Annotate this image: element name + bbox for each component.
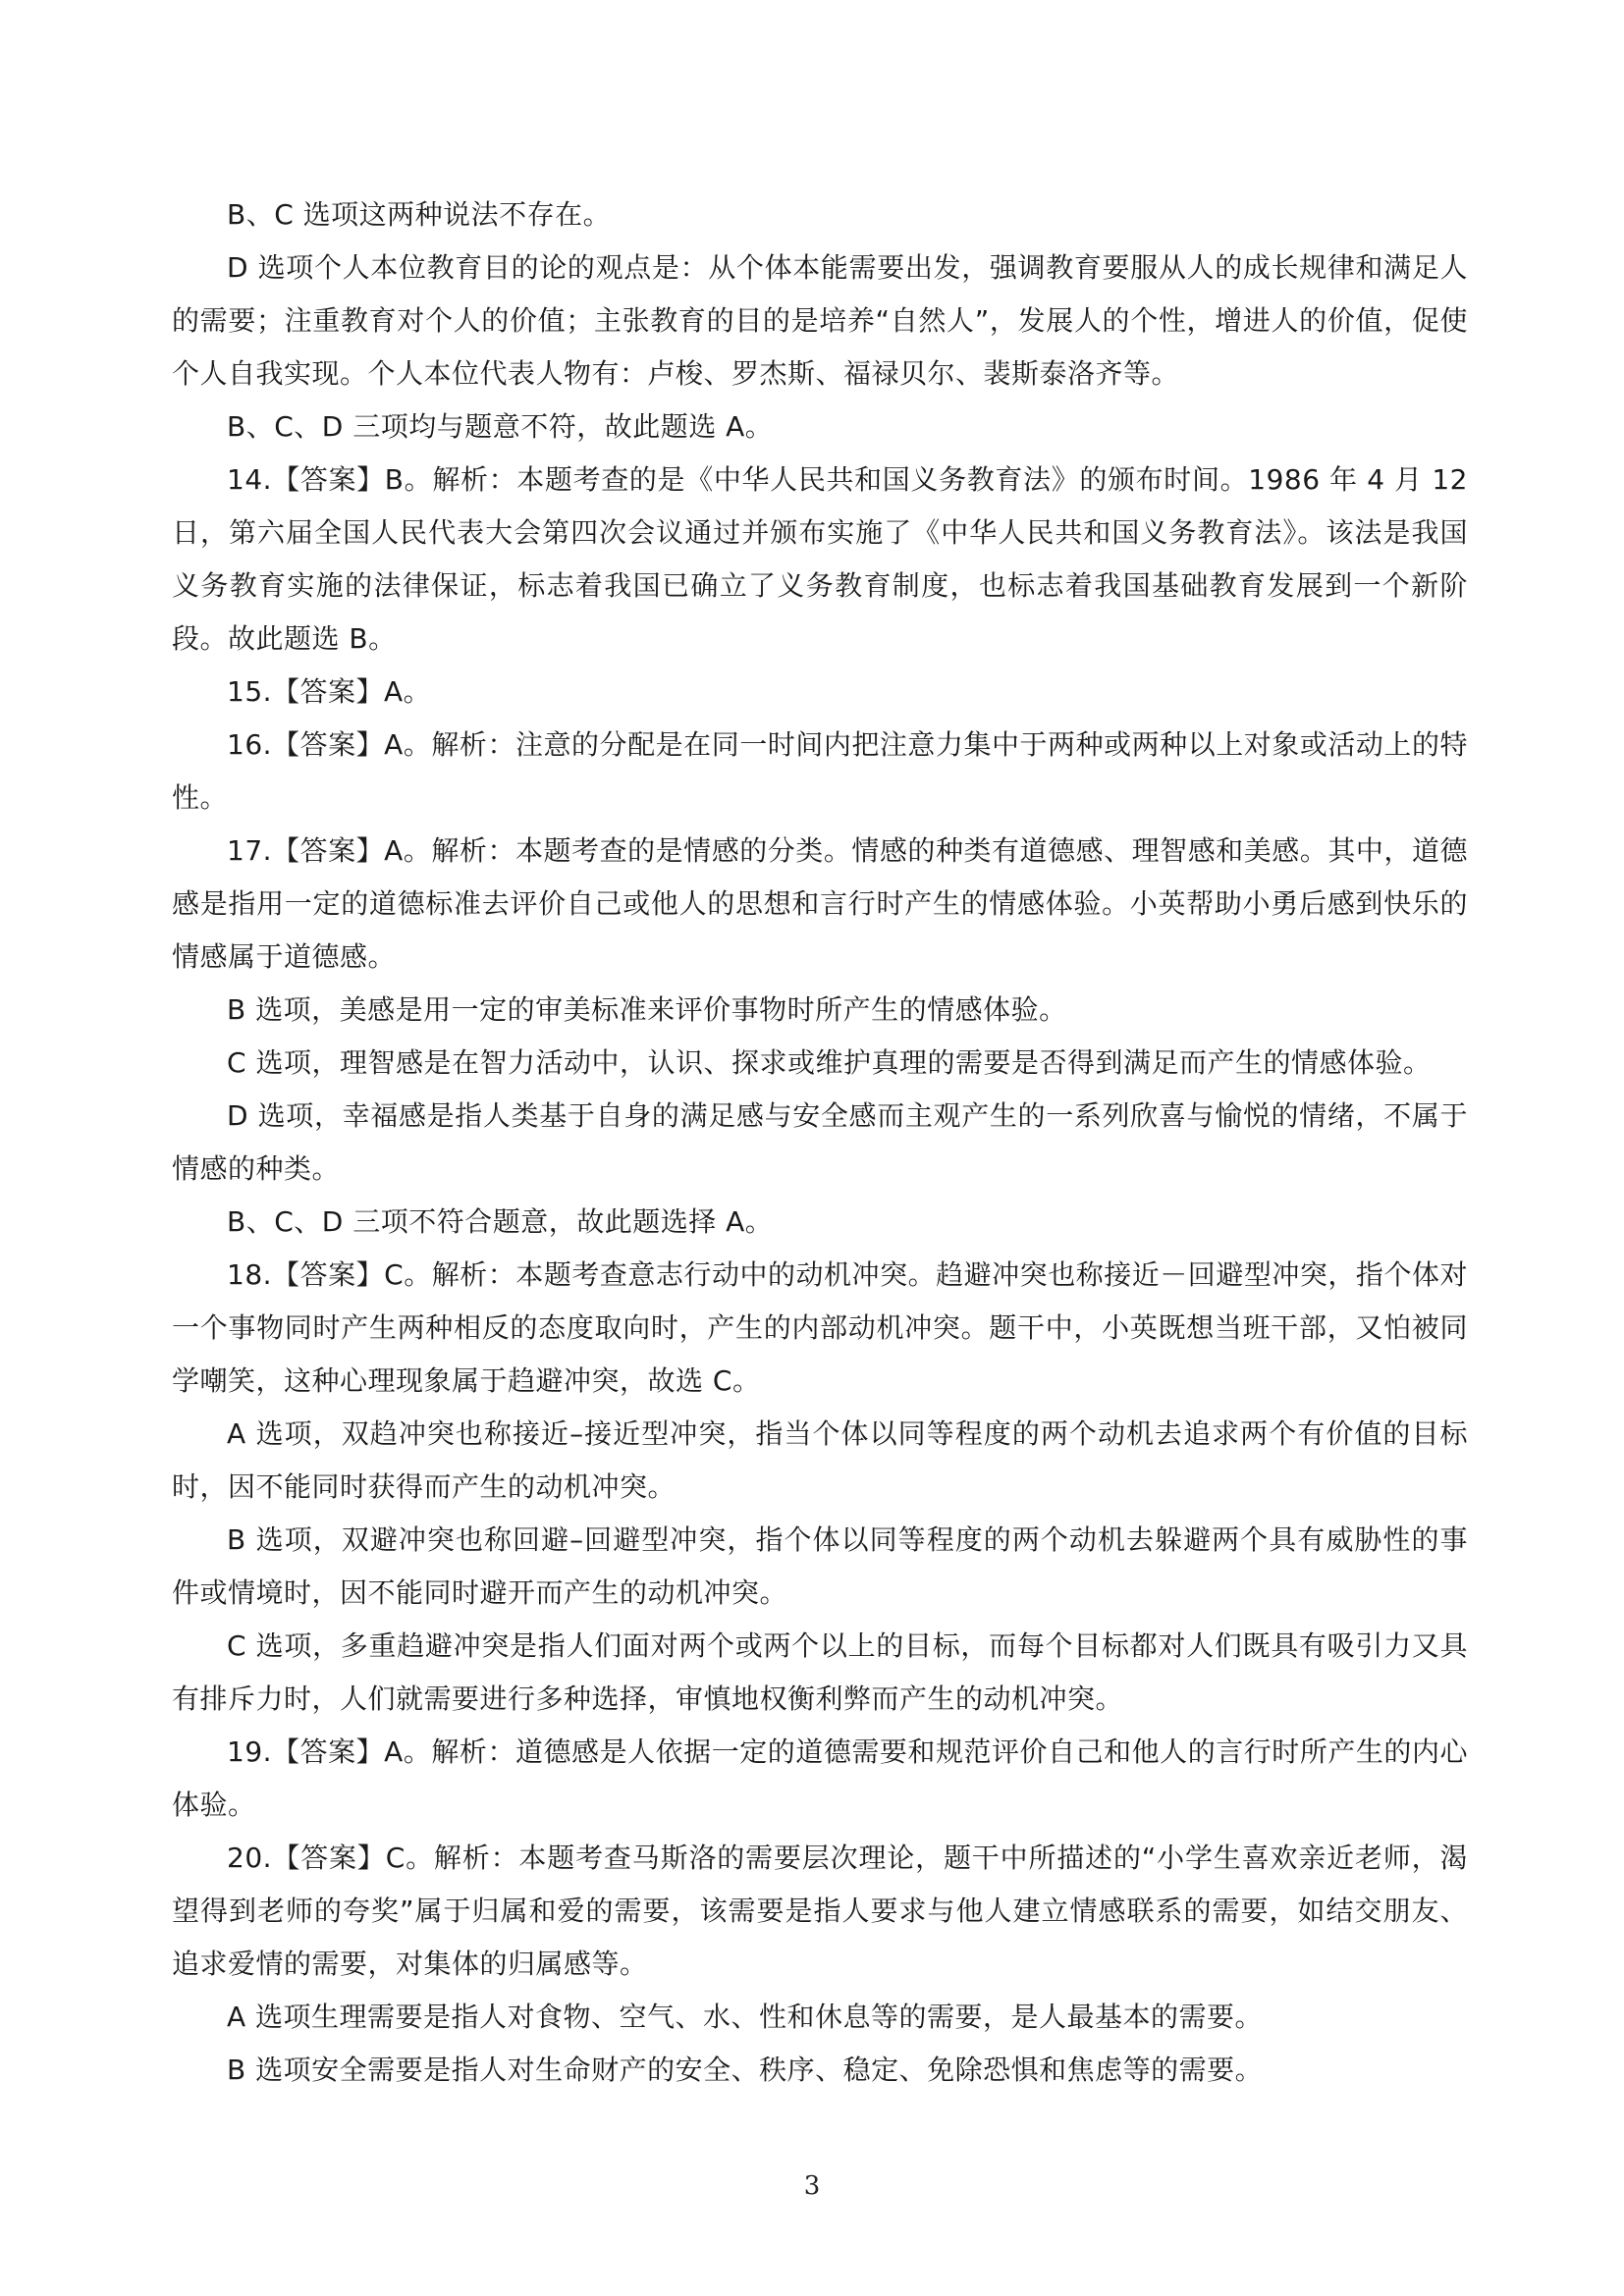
- answer-20-paragraph: 20.【答案】C。解析：本题考查马斯洛的需要层次理论，题干中所描述的“小学生喜欢亲近老师，渴望得到老师的夸奖”属于归属和爱的需要，该需要是指人要求与他人建立情感联系的需要，如结交朋友、追求爱情的需要，对集体的归属感等。: [172, 1842, 1468, 1980]
- paragraph: B、C、D 三项均与题意不符，故此题选 A。: [227, 410, 774, 443]
- paragraph: A 选项生理需要是指人对食物、空气、水、性和休息等的需要，是人最基本的需要。: [227, 2001, 1264, 2033]
- paragraph: B 选项，双避冲突也称回避–回避型冲突，指个体以同等程度的两个动机去躲避两个具有威胁性的事件或情境时，因不能同时避开而产生的动机冲突。: [172, 1523, 1468, 1609]
- paragraph: B 选项，美感是用一定的审美标准来评价事物时所产生的情感体验。: [227, 993, 1067, 1026]
- paragraph: D 选项个人本位教育目的论的观点是：从个体本能需要出发，强调教育要服从人的成长规律和满足人的需要；注重教育对个人的价值；主张教育的目的是培养“自然人”，发展人的个性，增进人的价值，促使个人自我实现。个人本位代表人物有：卢梭、罗杰斯、福禄贝尔、裴斯泰洛齐等。: [172, 251, 1468, 390]
- paragraph: B、C 选项这两种说法不存在。: [227, 198, 612, 231]
- answer-19-paragraph: 19.【答案】A。解析：道德感是人依据一定的道德需要和规范评价自己和他人的言行时所产生的内心体验。: [172, 1735, 1468, 1821]
- answer-14-paragraph: 14.【答案】B。解析：本题考查的是《中华人民共和国义务教育法》的颁布时间。1986 年 4 月 12 日，第六届全国人民代表大会第四次会议通过并颁布实施了《中华人民共和国义务教育法》。该法是我国义务教育实施的法律保证，标志着我国已确立了义务教育制度，也标志着我国基础教育发展到一个新阶段。故此题选 B。: [172, 463, 1468, 655]
- answer-18-paragraph: 18.【答案】C。解析：本题考查意志行动中的动机冲突。趋避冲突也称接近－回避型冲突，指个体对一个事物同时产生两种相反的态度取向时，产生的内部动机冲突。题干中，小英既想当班干部，又怕被同学嘲笑，这种心理现象属于趋避冲突，故选 C。: [172, 1258, 1468, 1397]
- page-number: 3: [803, 2171, 821, 2201]
- paragraph: C 选项，理智感是在智力活动中，认识、探求或维护真理的需要是否得到满足而产生的情感体验。: [227, 1046, 1432, 1079]
- paragraph: D 选项，幸福感是指人类基于自身的满足感与安全感而主观产生的一系列欣喜与愉悦的情绪，不属于情感的种类。: [172, 1099, 1468, 1185]
- answer-16-paragraph: 16.【答案】A。解析：注意的分配是在同一时间内把注意力集中于两种或两种以上对象或活动上的特性。: [172, 728, 1468, 814]
- paragraph: C 选项，多重趋避冲突是指人们面对两个或两个以上的目标，而每个目标都对人们既具有吸引力又具有排斥力时，人们就需要进行多种选择，审慎地权衡利弊而产生的动机冲突。: [172, 1629, 1468, 1715]
- paragraph: B 选项安全需要是指人对生命财产的安全、秩序、稳定、免除恐惧和焦虑等的需要。: [227, 2054, 1264, 2086]
- paragraph: B、C、D 三项不符合题意，故此题选择 A。: [227, 1205, 774, 1238]
- document-body: [172, 188, 1468, 2097]
- answer-15-paragraph: 15.【答案】A。: [227, 675, 432, 708]
- paragraph: A 选项，双趋冲突也称接近–接近型冲突，指当个体以同等程度的两个动机去追求两个有价值的目标时，因不能同时获得而产生的动机冲突。: [172, 1417, 1468, 1503]
- answer-17-paragraph: 17.【答案】A。解析：本题考查的是情感的分类。情感的种类有道德感、理智感和美感。其中，道德感是指用一定的道德标准去评价自己或他人的思想和言行时产生的情感体验。小英帮助小勇后感到快乐的情感属于道德感。: [172, 834, 1468, 973]
